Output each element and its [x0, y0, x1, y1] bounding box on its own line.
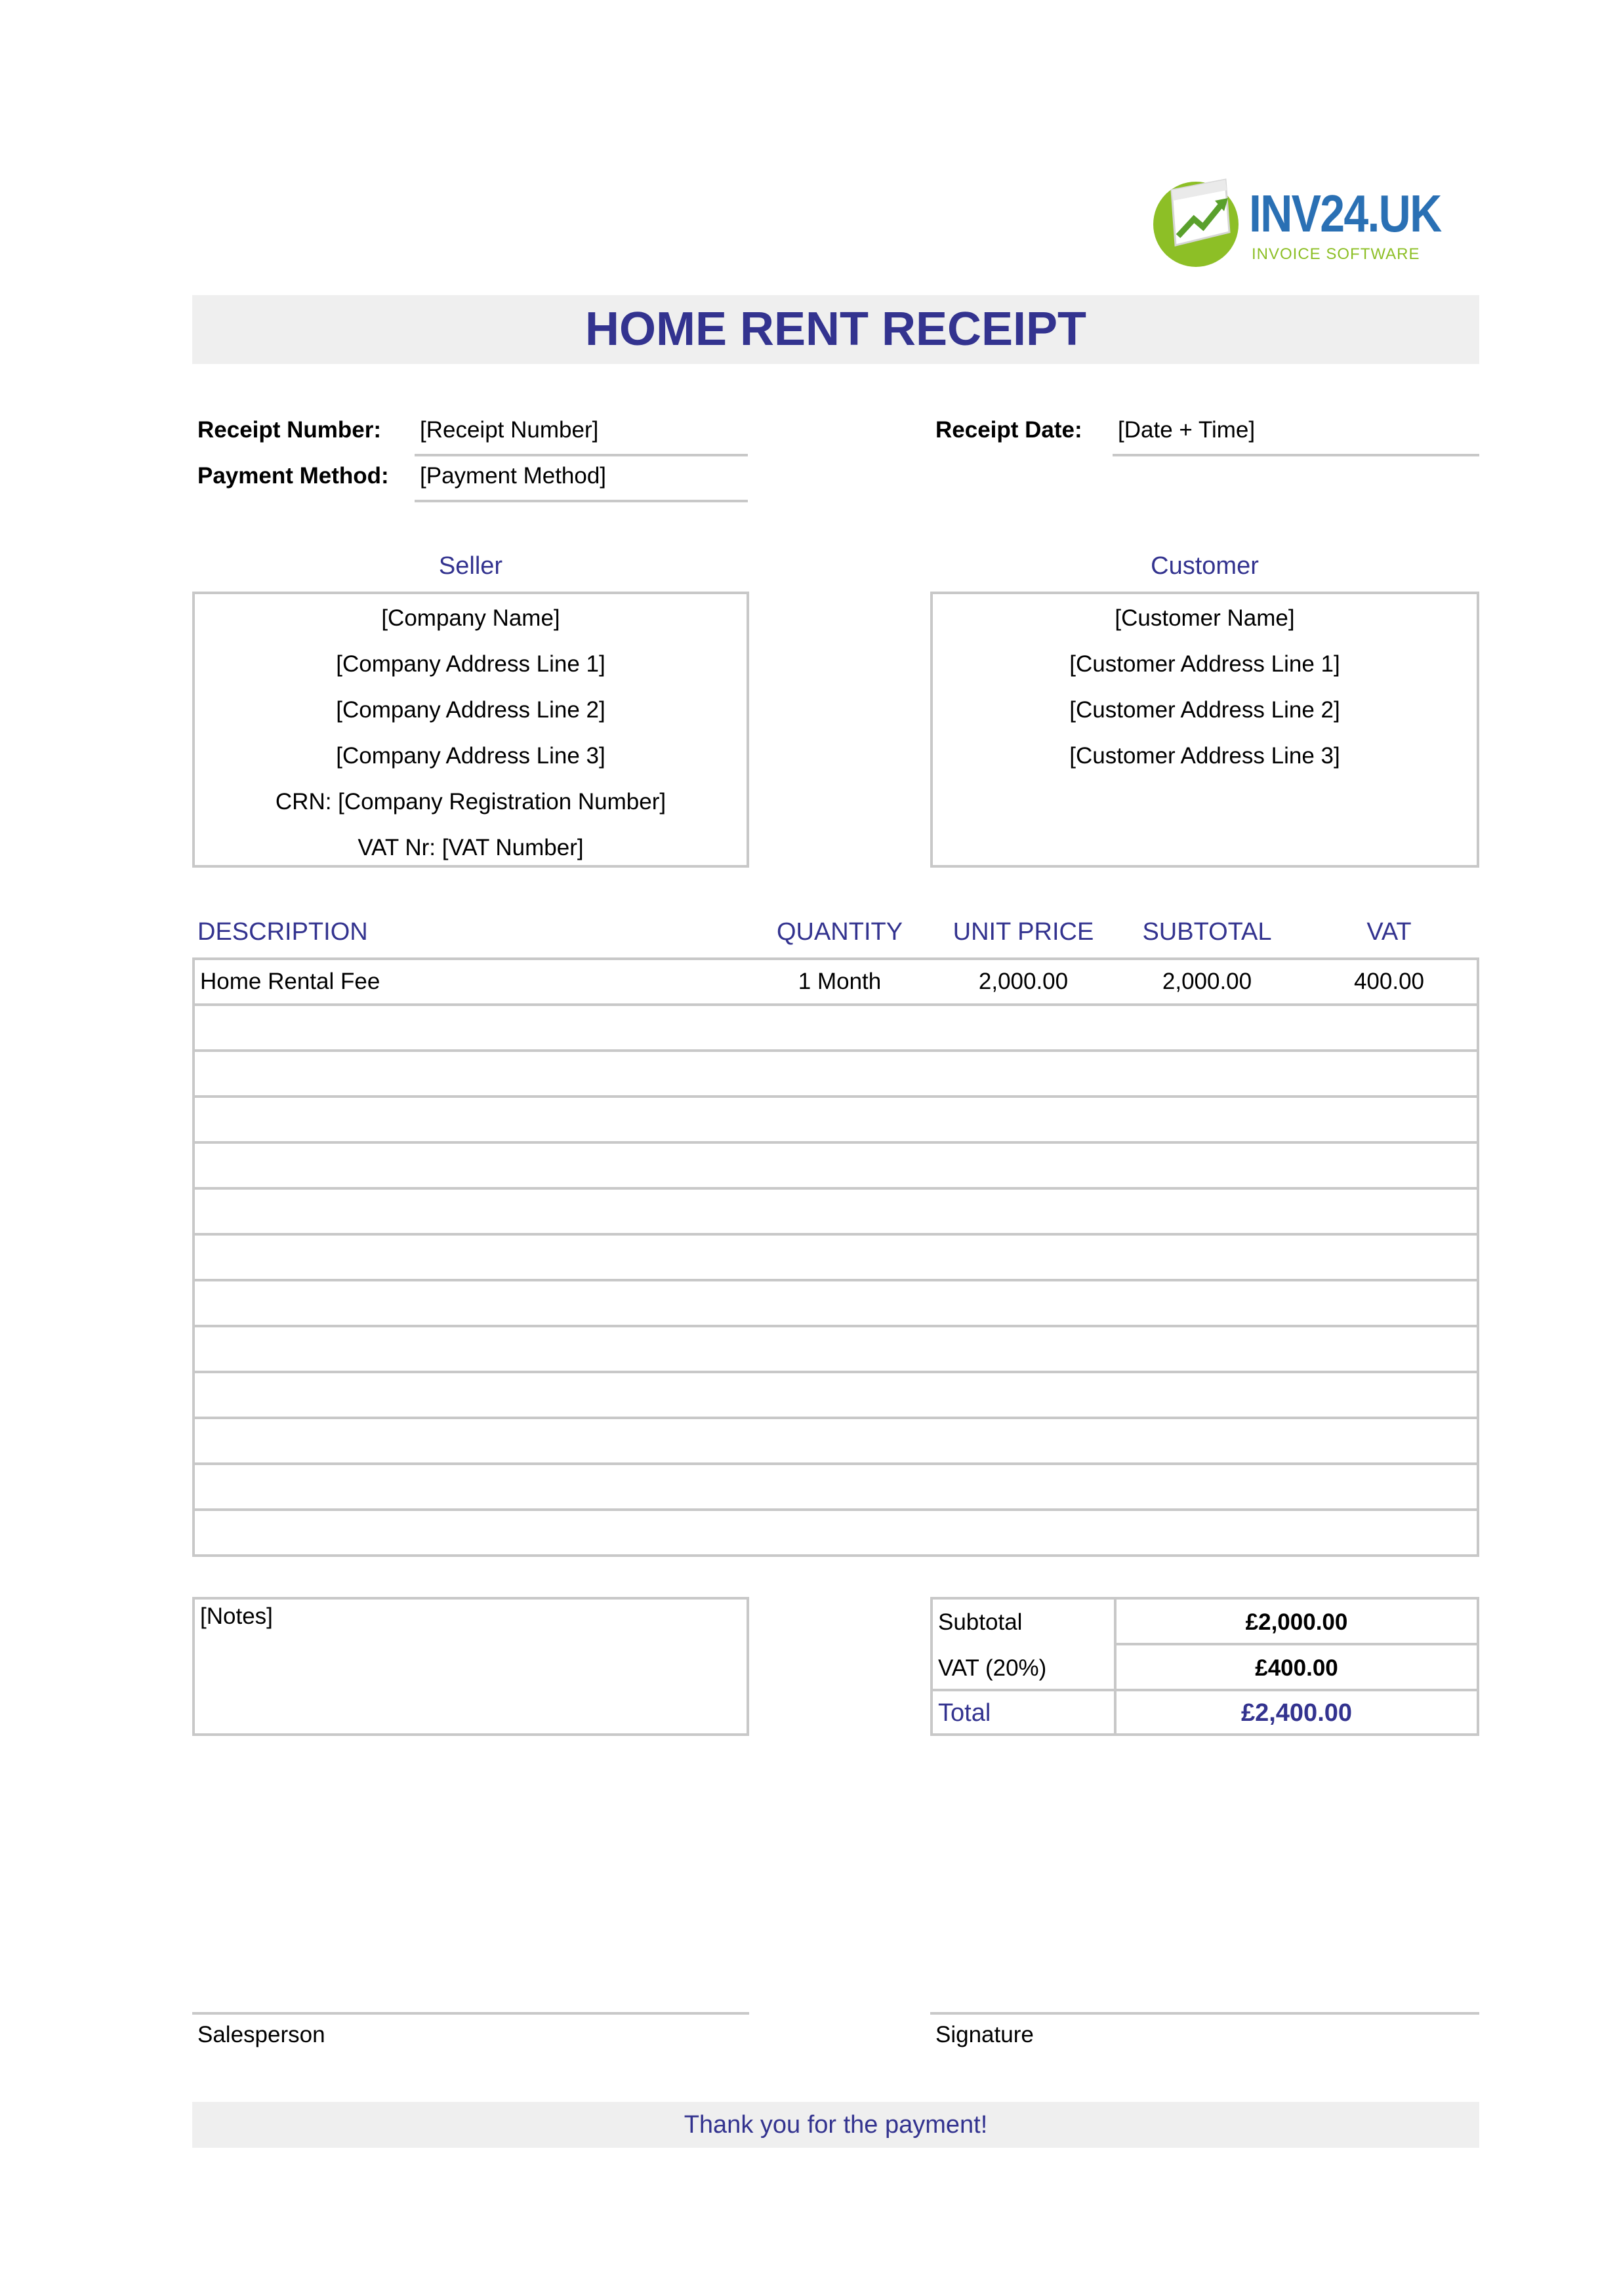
header-quantity: QUANTITY — [776, 918, 903, 946]
seller-vat-number: VAT Nr: [VAT Number] — [358, 835, 584, 860]
vat-value: £400.00 — [1255, 1655, 1338, 1681]
table-row — [195, 1098, 1477, 1144]
subtotal-label: Subtotal — [938, 1609, 1023, 1635]
table-row — [195, 960, 1477, 1006]
totals-box — [930, 1597, 1479, 1736]
subtotal-row — [933, 1600, 1477, 1645]
table-row — [195, 1144, 1477, 1190]
logo-brand: INV24.UK — [1249, 184, 1441, 243]
signature-line — [930, 2012, 1479, 2015]
salesperson-label: Salesperson — [197, 2022, 325, 2047]
table-row — [195, 1281, 1477, 1327]
table-row — [195, 1465, 1477, 1511]
receipt-number-field — [415, 417, 748, 456]
payment-method-field — [415, 463, 748, 502]
table-row — [195, 1006, 1477, 1052]
seller-title: Seller — [438, 552, 503, 580]
customer-address-line-2: [Customer Address Line 2] — [1069, 697, 1340, 723]
footer-message: Thank you for the payment! — [684, 2111, 988, 2139]
seller-address-line-1: [Company Address Line 1] — [336, 651, 605, 677]
document-title: HOME RENT RECEIPT — [584, 303, 1087, 355]
signature-label: Signature — [935, 2022, 1034, 2047]
customer-title: Customer — [1151, 552, 1259, 580]
customer-address-line-1: [Customer Address Line 1] — [1069, 651, 1340, 677]
table-row — [195, 1190, 1477, 1236]
seller-address-line-3: [Company Address Line 3] — [336, 743, 605, 769]
item-unit-price: 2,000.00 — [978, 969, 1069, 994]
table-row — [195, 1052, 1477, 1098]
payment-method-label: Payment Method: — [197, 463, 389, 489]
customer-box — [930, 592, 1479, 868]
total-row — [933, 1690, 1477, 1736]
item-subtotal: 2,000.00 — [1162, 969, 1252, 994]
header-vat: VAT — [1366, 918, 1412, 946]
customer-name: [Customer Name] — [1115, 605, 1295, 631]
salesperson-line — [192, 2012, 749, 2015]
notes-text: [Notes] — [200, 1603, 273, 1629]
receipt-date-label: Receipt Date: — [935, 417, 1082, 443]
item-vat: 400.00 — [1353, 969, 1425, 994]
receipt-date-value: [Date + Time] — [1118, 417, 1256, 443]
logo-mark-icon — [1147, 172, 1245, 270]
total-label: Total — [938, 1699, 991, 1727]
footer-bar — [192, 2102, 1479, 2148]
table-row — [195, 1511, 1477, 1554]
company-logo — [1147, 172, 1441, 277]
vat-row — [933, 1645, 1477, 1691]
notes-box — [192, 1597, 749, 1736]
items-table — [192, 957, 1479, 1557]
table-row — [195, 1373, 1477, 1419]
header-description: DESCRIPTION — [197, 918, 368, 946]
vat-label: VAT (20%) — [938, 1655, 1047, 1681]
header-subtotal: SUBTOTAL — [1142, 918, 1272, 946]
table-row — [195, 1419, 1477, 1465]
total-value: £2,400.00 — [1240, 1699, 1353, 1727]
seller-box — [192, 592, 749, 868]
table-row — [195, 1236, 1477, 1281]
item-description: Home Rental Fee — [200, 969, 380, 994]
item-quantity: 1 Month — [798, 969, 882, 994]
receipt-number-label: Receipt Number: — [197, 417, 382, 443]
seller-crn: CRN: [Company Registration Number] — [275, 789, 666, 815]
logo-tagline: INVOICE SOFTWARE — [1252, 245, 1420, 263]
title-bar — [192, 295, 1479, 364]
seller-address-line-2: [Company Address Line 2] — [336, 697, 605, 723]
header-unit-price: UNIT PRICE — [953, 918, 1094, 946]
subtotal-value: £2,000.00 — [1245, 1609, 1348, 1635]
table-row — [195, 1327, 1477, 1373]
payment-method-value: [Payment Method] — [420, 463, 607, 489]
customer-address-line-3: [Customer Address Line 3] — [1069, 743, 1340, 769]
seller-company-name: [Company Name] — [381, 605, 560, 631]
receipt-date-field — [1113, 417, 1479, 456]
receipt-number-value: [Receipt Number] — [420, 417, 599, 443]
